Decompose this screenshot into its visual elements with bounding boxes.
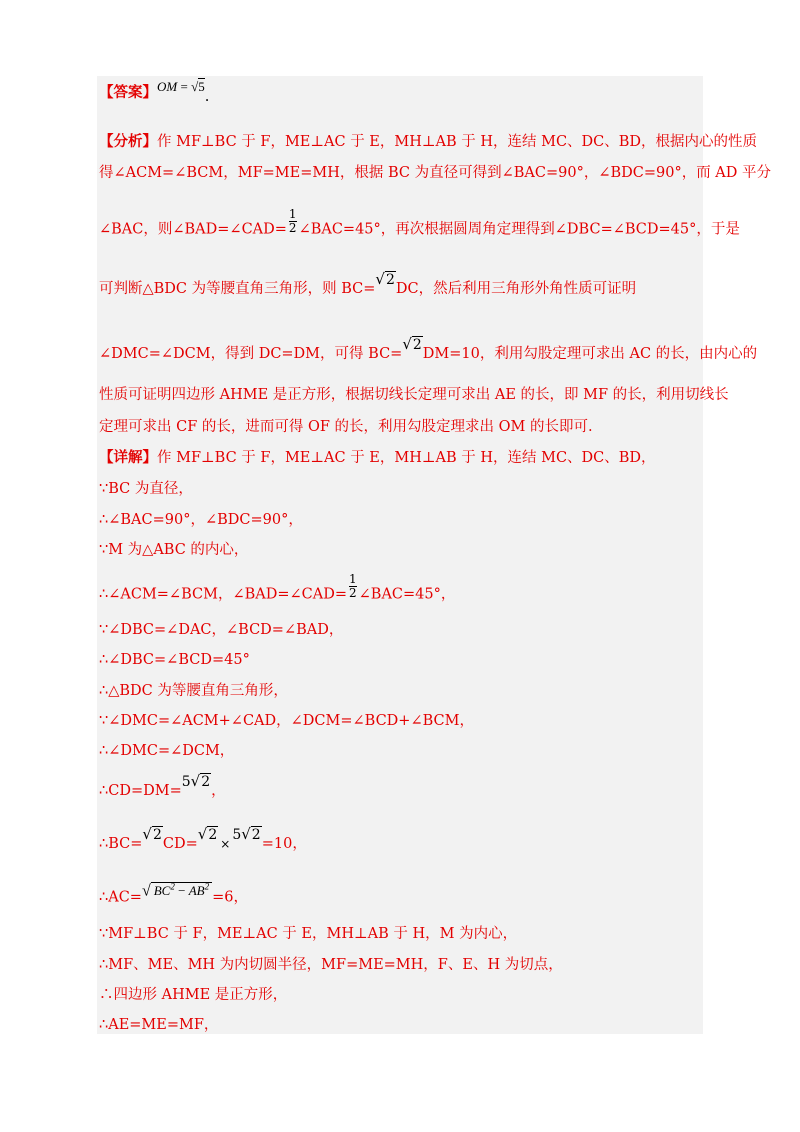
- detail-text-11a: ∴CD=DM=: [99, 783, 182, 799]
- sup-2: 2: [170, 882, 175, 892]
- analysis-text-5a: ∠DMC=∠DCM，得到 DC=DM，可得 BC=: [99, 346, 403, 362]
- answer-formula: [157, 79, 205, 94]
- detail-line-17: ∴AE=ME=MF，: [99, 1017, 219, 1033]
- fraction-half: [289, 208, 297, 235]
- analysis-line-5: [99, 335, 758, 363]
- analysis-text-3b: ∠BAC=45°，再次根据圆周角定理得到∠DBC=∠BCD=45°，于是: [298, 221, 740, 238]
- analysis-text-4a: 可判断△BDC 为等腰直角三角形，则 BC=: [99, 281, 376, 297]
- times-sign: ×: [220, 837, 231, 851]
- sqrt-radicand: 2: [208, 827, 218, 843]
- detail-text-12b: CD=: [162, 836, 198, 852]
- fraction-den: 2: [288, 221, 297, 235]
- answer-tag: 【答案】: [99, 84, 157, 101]
- fraction-half: [349, 573, 357, 600]
- sqrt-sign: √: [191, 79, 199, 94]
- detail-line-8: ∴△BDC 为等腰直角三角形，: [99, 683, 288, 699]
- analysis-text-4b: DC，然后利用三角形外角性质可证明: [395, 281, 637, 297]
- coef: 5: [232, 827, 242, 843]
- detail-line-12: [99, 825, 307, 853]
- sqrt-2: √2: [142, 825, 162, 843]
- detail-text-13a: ∴AC=: [99, 889, 142, 906]
- fraction-num: 1: [288, 207, 297, 221]
- detail-line-10: ∴∠DMC=∠DCM，: [99, 743, 235, 759]
- detail-line-6: ∵∠DBC=∠DAC，∠BCD=∠BAD，: [99, 622, 344, 638]
- detail-line-2: ∵BC 为直径，: [99, 481, 193, 497]
- detail-line-16: ∴四边形 AHME 是正方形，: [99, 987, 288, 1003]
- fraction-den: 2: [349, 586, 357, 600]
- sqrt-radicand: 2: [251, 827, 261, 843]
- fraction-num: 1: [349, 572, 357, 586]
- five-sqrt-2: 5√2: [181, 772, 211, 790]
- detail-text-12c: =10，: [261, 836, 307, 852]
- analysis-tag: 【分析】: [99, 133, 157, 150]
- formula-lhs: OM: [157, 79, 178, 94]
- detail-text-11b: ，: [211, 783, 226, 799]
- detail-text-12a: ∴BC=: [99, 836, 143, 852]
- sqrt-2: √2: [375, 270, 395, 288]
- analysis-line-1: [99, 133, 757, 151]
- analysis-line-7: 定理可求出 CF 的长，进而可得 OF 的长，利用勾股定理求出 OM 的长即可.: [99, 419, 593, 435]
- sqrt-radicand: 2: [412, 337, 422, 353]
- detail-line-1: [99, 449, 656, 467]
- coef: 5: [181, 774, 191, 790]
- detail-line-15: ∴MF、ME、MH 为内切圆半径，MF=ME=MH，F、E、H 为切点，: [99, 957, 563, 973]
- detail-line-3: ∴∠BAC=90°，∠BDC=90°，: [99, 512, 303, 528]
- detail-line-4: ∵M 为△ABC 的内心，: [99, 542, 249, 558]
- sqrt-2: √2: [197, 825, 218, 843]
- detail-line-5: [99, 572, 456, 608]
- sqrt-2: √2: [402, 335, 422, 353]
- sqrt-radicand: 2: [201, 774, 211, 790]
- detail-line-9: ∵∠DMC=∠ACM+∠CAD，∠DCM=∠BCD+∠BCM，: [99, 713, 474, 729]
- detail-tag: 【详解】: [99, 449, 157, 466]
- analysis-line-4: [99, 270, 637, 298]
- answer-end: .: [204, 89, 210, 105]
- detail-line-7: ∴∠DBC=∠BCD=45°: [99, 652, 250, 668]
- analysis-line-6: 性质可证明四边形 AHME 是正方形，根据切线长定理可求出 AE 的长，即 MF 的长，利用切线长: [99, 387, 729, 403]
- sqrt-radicand: 2: [152, 827, 162, 843]
- analysis-text-1: 作 MF⊥BC 于 F，ME⊥AC 于 E，MH⊥AB 于 H，连结 MC、DC、BD，根据内心的性质: [157, 134, 758, 150]
- detail-text-13b: =6，: [212, 889, 248, 906]
- sqrt-expression: √ $BC^2 - AB^2$: [142, 878, 212, 900]
- analysis-line-3: [99, 207, 740, 243]
- formula-eq: =: [177, 79, 192, 94]
- formula-radicand: 5: [198, 79, 205, 94]
- detail-line-13: [99, 884, 248, 906]
- detail-line-14: ∵MF⊥BC 于 F，ME⊥AC 于 E，MH⊥AB 于 H，M 为内心，: [99, 926, 518, 942]
- detail-text-1: 作 MF⊥BC 于 F，ME⊥AC 于 E，MH⊥AB 于 H，连结 MC、DC、BD，: [157, 450, 656, 466]
- detail-line-11: [99, 772, 226, 800]
- five-sqrt-2: 5√2: [232, 825, 261, 843]
- radicand-ab: AB: [188, 883, 205, 899]
- detail-text-5a: ∴∠ACM=∠BCM，∠BAD=∠CAD=: [99, 586, 347, 603]
- analysis-line-2: 得∠ACM=∠BCM，MF=ME=MH，根据 BC 为直径可得到∠BAC=90°，∠BDC=90°，而 AD 平分: [99, 165, 772, 181]
- sup-2: 2: [204, 882, 210, 892]
- analysis-text-3a: ∠BAC，则∠BAD=∠CAD=: [99, 221, 287, 238]
- minus-sign: −: [174, 883, 189, 899]
- detail-text-5b: ∠BAC=45°，: [358, 586, 456, 603]
- analysis-text-5b: DM=10，利用勾股定理可求出 AC 的长，由内心的: [422, 346, 758, 362]
- sqrt-radicand: 2: [385, 272, 395, 288]
- radicand-bc: BC: [153, 883, 171, 899]
- answer-line: [99, 79, 210, 105]
